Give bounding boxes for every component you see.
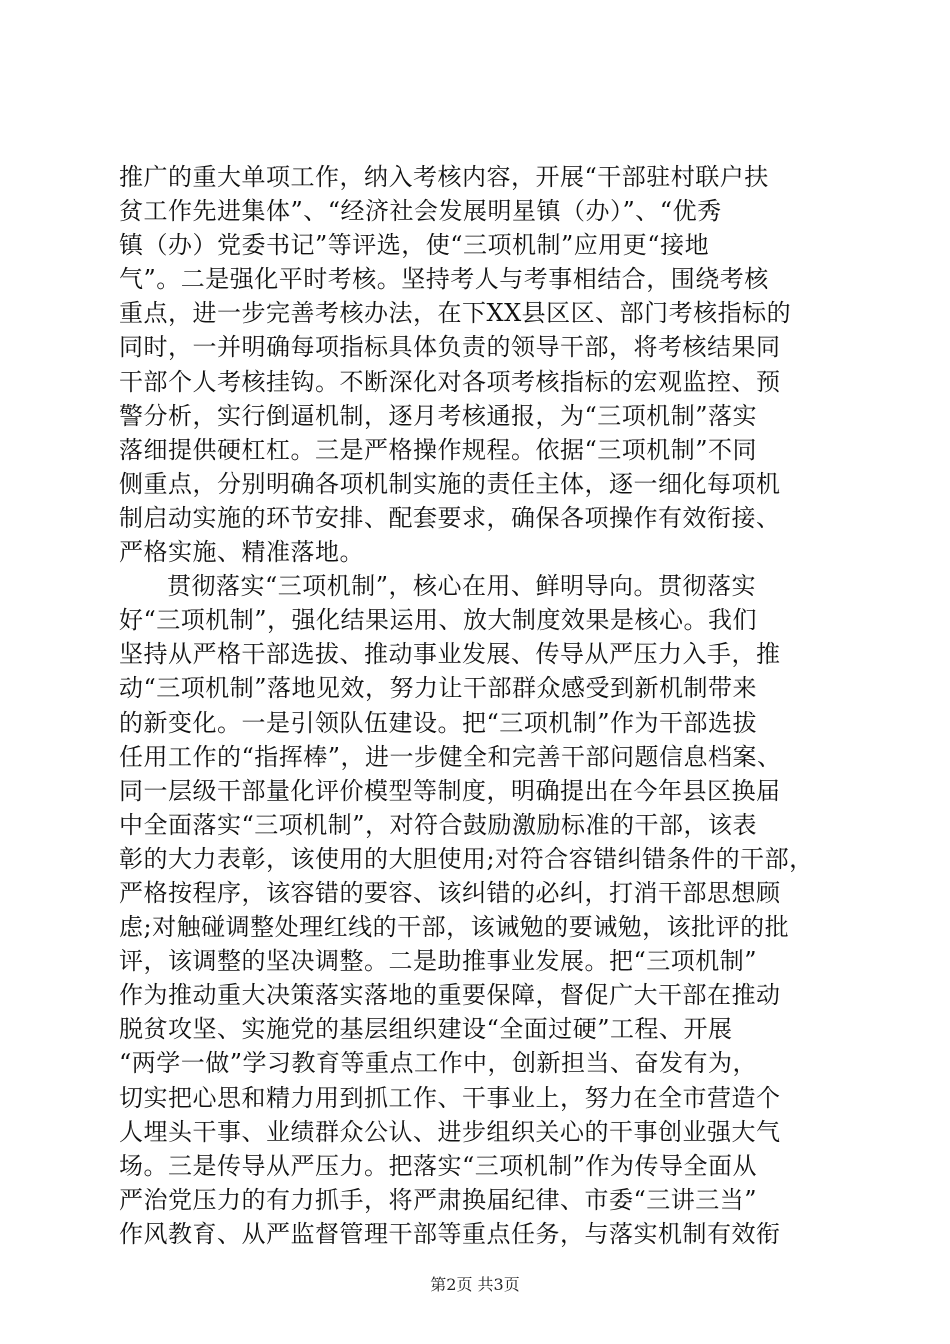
document-body [119, 160, 839, 1251]
text-line: 虑;对触碰调整处理红线的干部，该诫勉的要诫勉，该批评的批 [119, 913, 790, 942]
text-line: 落细提供硬杠杠。三是严格操作规程。依据“三项机制”不同 [119, 435, 758, 464]
text-line: 彰的大力表彰，该使用的大胆使用;对符合容错纠错条件的干部， [119, 844, 814, 873]
text-line: 作为推动重大决策落实落地的重要保障，督促广大干部在推动 [119, 981, 781, 1010]
text-line: 动“三项机制”落地见效，努力让干部群众感受到新机制带来 [119, 674, 758, 703]
text-line: 制启动实施的环节安排、配套要求，确保各项操作有效衔接、 [119, 503, 781, 532]
text-line: 严格实施、精准落地。 [119, 538, 364, 567]
text-line: 严格按程序，该容错的要容、该纠错的必纠，打消干部思想顾 [119, 878, 781, 907]
text-line: 同一层级干部量化评价模型等制度，明确提出在今年县区换届 [119, 776, 781, 805]
text-line: 坚持从严格干部选拔、推动事业发展、传导从严压力入手，推 [119, 640, 781, 669]
text-line: 好“三项机制”，强化结果运用、放大制度效果是核心。我们 [119, 606, 758, 635]
text-line: 任用工作的“指挥棒”，进一步健全和完善干部问题信息档案、 [119, 742, 782, 771]
text-line: 人埋头干事、业绩群众公认、进步组织关心的干事创业强大气 [119, 1117, 781, 1146]
text-line: 脱贫攻坚、实施党的基层组织建设“全面过硬”工程、开展 [119, 1015, 733, 1044]
text-line: 同时，一并明确每项指标具体负责的领导干部，将考核结果同 [119, 333, 781, 362]
text-line: 推广的重大单项工作，纳入考核内容，开展“干部驻村联户扶 [119, 163, 769, 191]
text-line: 气”。二是强化平时考核。坚持考人与考事相结合，围绕考核 [119, 265, 769, 294]
paragraph-first-line: 贯彻落实“三项机制”，核心在用、鲜明导向。贯彻落实 [167, 572, 757, 601]
page-number-footer: 第2页 共3页 [430, 1275, 520, 1294]
text-line: 评，该调整的坚决调整。二是助推事业发展。把“三项机制” [119, 947, 758, 976]
text-line: 镇（办）党委书记”等评选，使“三项机制”应用更“接地 [119, 231, 710, 260]
text-line: 中全面落实“三项机制”，对符合鼓励激励标准的干部，该表 [119, 810, 758, 839]
text-line: 严治党压力的有力抓手，将严肃换届纪律、市委“三讲三当” [119, 1185, 758, 1214]
text-line: 干部个人考核挂钩。不断深化对各项考核指标的宏观监控、预 [119, 367, 781, 396]
text-line: “两学一做”学习教育等重点工作中，创新担当、奋发有为， [119, 1049, 758, 1078]
text-line: 侧重点，分别明确各项机制实施的责任主体，逐一细化每项机 [119, 469, 781, 498]
text-line: 作风教育、从严监督管理干部等重点任务，与落实机制有效衔 [119, 1219, 781, 1248]
text-line: 切实把心思和精力用到抓工作、干事业上，努力在全市营造个 [119, 1083, 781, 1112]
text-line: 贫工作先进集体”、“经济社会发展明星镇（办）”、“优秀 [119, 197, 722, 226]
text-line: 重点，进一步完善考核办法，在下XX县区区、部门考核指标的 [119, 299, 792, 328]
text-line: 警分析，实行倒逼机制，逐月考核通报，为“三项机制”落实 [119, 401, 758, 430]
text-line: 场。三是传导从严压力。把落实“三项机制”作为传导全面从 [119, 1151, 758, 1180]
text-line: 的新变化。一是引领队伍建设。把“三项机制”作为干部选拔 [119, 708, 758, 737]
